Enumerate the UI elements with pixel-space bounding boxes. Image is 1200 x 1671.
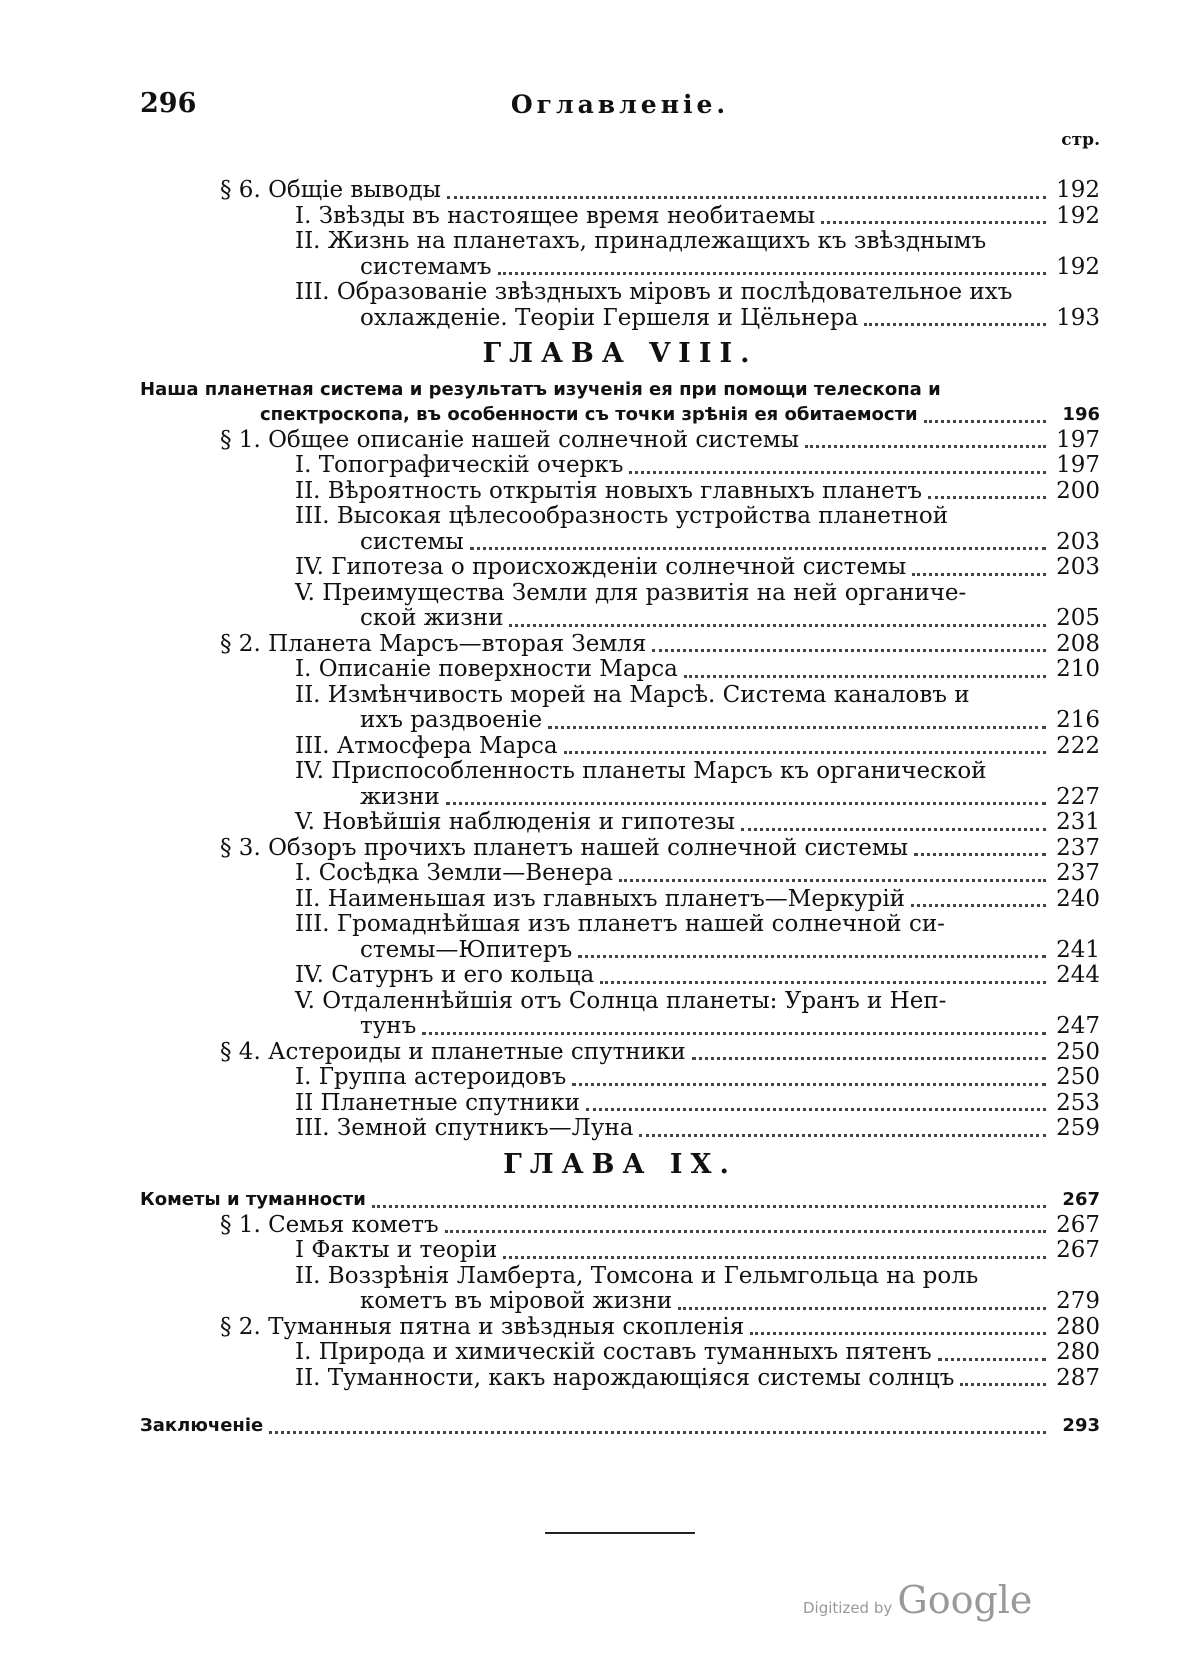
toc-entry-title: Заключеніе [140, 1415, 264, 1436]
toc-entry [140, 1014, 1100, 1040]
toc-page-number: 237 [1056, 860, 1100, 886]
toc-entry [140, 1238, 1100, 1264]
toc-entry-title: § 6. Общіе выводы [220, 177, 441, 203]
toc-entry-title: II Планетные спутники [295, 1089, 580, 1116]
toc-page-number: 208 [1056, 630, 1100, 657]
dot-leader [572, 1082, 1046, 1086]
dot-leader [503, 1255, 1046, 1259]
dot-leader [912, 572, 1046, 576]
toc-entry [140, 306, 1100, 332]
toc-entry [140, 657, 1100, 683]
toc-entry-title: II. Жизнь на планетахъ, принадлежащихъ къ звѣзднымъ [295, 228, 987, 254]
toc-page-number: 203 [1056, 554, 1100, 580]
dot-leader [548, 725, 1046, 729]
chapter-heading: ГЛАВА VIII. [482, 338, 758, 369]
toc-page-number: 193 [1056, 304, 1100, 331]
dot-leader [498, 271, 1046, 275]
dot-leader [578, 954, 1046, 958]
toc-entry-title: I. Описаніе поверхности Марса [295, 656, 678, 682]
dot-leader [564, 750, 1046, 754]
toc-entry-title: II. Наименьшая изъ главныхъ планетъ—Меркурій [295, 885, 906, 912]
dot-leader [750, 1331, 1046, 1335]
toc-entry-title: § 2. Планета Марсъ—вторая Земля [220, 630, 647, 657]
toc-entry-title: IV. Сатурнъ и его кольца [295, 962, 595, 988]
toc-entry-title: III. Атмосфера Марса [295, 732, 558, 759]
toc-entry-title: I. Сосѣдка Земли—Венера [295, 860, 614, 886]
toc-entry [140, 178, 1100, 204]
toc-page-number: 287 [1056, 1364, 1100, 1391]
toc-page-number: 267 [1062, 1189, 1100, 1210]
toc-entry [140, 963, 1100, 989]
running-title: Оглавленіе. [510, 90, 730, 119]
dot-leader [269, 1430, 1046, 1434]
toc-entry-title: Кометы и туманности [140, 1189, 366, 1210]
table-of-contents [140, 178, 1100, 1439]
toc-entry-title: I. Топографическій очеркъ [295, 452, 624, 478]
toc-entry-continuation: кометъ въ міровой жизни [360, 1288, 673, 1314]
toc-page-number: 250 [1056, 1064, 1100, 1090]
page-header [140, 88, 1100, 150]
toc-page-number: 231 [1056, 809, 1100, 835]
toc-entry [140, 555, 1100, 581]
toc-entry [140, 836, 1100, 862]
toc-entry [140, 402, 1100, 428]
toc-page-number: 259 [1056, 1115, 1100, 1141]
toc-page-number: 267 [1056, 1237, 1100, 1263]
dot-leader [741, 827, 1046, 831]
page-number: 296 [140, 88, 197, 119]
toc-entry [140, 428, 1100, 454]
toc-entry-title: III. Высокая цѣлесообразность устройства планетной [295, 503, 949, 529]
dot-leader [911, 903, 1046, 907]
toc-entry-continuation: системамъ [360, 253, 492, 280]
toc-entry [140, 1187, 1100, 1213]
toc-entry-title: I Факты и теоріи [295, 1237, 498, 1263]
toc-entry-title: II. Туманности, какъ нарождающіяся системы солнцъ [295, 1364, 955, 1391]
dot-leader [652, 648, 1046, 652]
toc-page-number: 196 [1062, 404, 1100, 425]
toc-page-number: 241 [1056, 936, 1100, 963]
toc-entry-title: V. Отдаленнѣйшія отъ Солнца планеты: Уранъ и Неп- [295, 987, 947, 1014]
toc-page-number: 253 [1056, 1089, 1100, 1116]
watermark-prefix: Digitized by [803, 1599, 893, 1617]
toc-entry-title: III. Громаднѣйшая изъ планетъ нашей солнечной си- [295, 911, 945, 937]
toc-entry [140, 1289, 1100, 1315]
toc-page-number: 279 [1056, 1288, 1100, 1314]
toc-entry-continuation: жизни [360, 783, 440, 810]
toc-entry-title: IV. Приспособленность планеты Марсъ къ органической [295, 758, 987, 784]
toc-page-number: 222 [1056, 732, 1100, 759]
toc-page-number: 237 [1056, 834, 1100, 861]
toc-entry [140, 861, 1100, 887]
toc-entry [140, 708, 1100, 734]
toc-entry-title: V. Преимущества Земли для развитія на ней органиче- [295, 579, 967, 606]
dot-leader [864, 322, 1046, 326]
toc-entry [140, 1315, 1100, 1341]
spacer [140, 1391, 1100, 1413]
dot-leader [619, 878, 1046, 882]
dot-leader [470, 546, 1046, 550]
dot-leader [422, 1031, 1046, 1035]
toc-entry [140, 938, 1100, 964]
toc-entry [140, 530, 1100, 556]
toc-entry-title: I. Группа астероидовъ [295, 1064, 567, 1090]
toc-entry [140, 1340, 1100, 1366]
toc-page-number: 240 [1056, 885, 1100, 912]
toc-entry-continuation: спектроскопа, въ особенности съ точки зрѣнія ея обитаемости [260, 404, 918, 425]
toc-entry-title: II. Вѣроятность открытія новыхъ главныхъ планетъ [295, 477, 923, 504]
toc-entry-continuation: системы [360, 528, 464, 555]
toc-entry-title: Наша планетная система и результатъ изученія ея при помощи телескопа и [140, 378, 941, 400]
toc-entry-continuation: стемы—Юпитеръ [360, 936, 573, 963]
dot-leader [639, 1133, 1046, 1137]
toc-page-number: 280 [1056, 1313, 1100, 1340]
toc-page-number: 280 [1056, 1339, 1100, 1365]
toc-page-number: 200 [1056, 477, 1100, 504]
toc-entry [140, 632, 1100, 658]
google-logo: Google [897, 1578, 1033, 1622]
toc-entry-continuation: тунъ [360, 1013, 417, 1039]
toc-page-number: 197 [1056, 452, 1100, 478]
toc-entry [140, 1091, 1100, 1117]
toc-entry-continuation: ихъ раздвоеніе [360, 707, 543, 733]
toc-entry-title: § 1. Общее описаніе нашей солнечной системы [220, 426, 799, 453]
dot-leader [586, 1107, 1046, 1111]
toc-entry [140, 1065, 1100, 1091]
toc-entry [140, 785, 1100, 811]
dot-leader [447, 195, 1046, 199]
dot-leader [928, 495, 1046, 499]
toc-entry-title: II. Воззрѣнія Ламберта, Томсона и Гельмгольца на роль [295, 1262, 979, 1289]
toc-entry [140, 606, 1100, 632]
toc-page-number: 192 [1056, 202, 1100, 229]
dot-leader [684, 674, 1046, 678]
dot-leader [805, 444, 1046, 448]
toc-page-number: 216 [1056, 707, 1100, 733]
toc-entry-title: § 4. Астероиды и планетные спутники [220, 1038, 686, 1065]
toc-page-number: 267 [1056, 1211, 1100, 1238]
dot-leader [960, 1382, 1046, 1386]
dot-leader [372, 1204, 1046, 1208]
toc-entry-continuation: ской жизни [360, 605, 504, 631]
toc-entry [140, 1116, 1100, 1142]
toc-entry-title: III. Земной спутникъ—Луна [295, 1115, 634, 1141]
toc-page-number: 192 [1056, 177, 1100, 203]
toc-entry [140, 255, 1100, 281]
toc-entry-title: I. Природа и химическій составъ туманныхъ пятенъ [295, 1339, 932, 1365]
toc-page-number: 244 [1056, 962, 1100, 988]
dot-leader [924, 419, 1046, 423]
toc-page-number: 293 [1062, 1415, 1100, 1436]
toc-entry [140, 734, 1100, 760]
dot-leader [445, 1229, 1046, 1233]
toc-entry [140, 1413, 1100, 1439]
dot-leader [446, 801, 1046, 805]
toc-entry-title: IV. Гипотеза о происхожденіи солнечной системы [295, 554, 907, 580]
toc-entry-title: III. Образованіе звѣздныхъ міровъ и послѣдовательное ихъ [295, 279, 1013, 305]
dot-leader [938, 1357, 1046, 1361]
dot-leader [600, 980, 1046, 984]
toc-entry [140, 453, 1100, 479]
toc-entry-title: II. Измѣнчивость морей на Марсѣ. Система каналовъ и [295, 681, 970, 708]
toc-entry-title: § 3. Обзоръ прочихъ планетъ нашей солнечной системы [220, 834, 909, 861]
chapter-heading: ГЛАВА IX. [503, 1148, 737, 1180]
toc-page-number: 210 [1056, 656, 1100, 682]
toc-entry-continuation: охлажденіе. Теоріи Гершеля и Цёльнера [360, 304, 859, 331]
toc-page-number: 203 [1056, 528, 1100, 555]
toc-entry-title: § 2. Туманныя пятна и звѣздныя скопленія [220, 1313, 745, 1340]
toc-entry [140, 1213, 1100, 1239]
toc-page-number: 205 [1056, 605, 1100, 631]
dot-leader [692, 1056, 1046, 1060]
dot-leader [509, 623, 1046, 627]
toc-page-number: 192 [1056, 253, 1100, 280]
dot-leader [678, 1306, 1046, 1310]
toc-entry-title: I. Звѣзды въ настоящее время необитаемы [295, 202, 816, 229]
digitized-watermark [803, 1578, 1032, 1622]
toc-page-number: 250 [1056, 1038, 1100, 1065]
toc-entry-title: § 1. Семья кометъ [220, 1211, 439, 1238]
dot-leader [914, 852, 1046, 856]
toc-page-number: 197 [1056, 426, 1100, 453]
dot-leader [821, 220, 1046, 224]
toc-entry [140, 810, 1100, 836]
toc-entry-title: V. Новѣйшія наблюденія и гипотезы [295, 809, 736, 835]
toc-page-number: 247 [1056, 1013, 1100, 1039]
toc-entry [140, 479, 1100, 505]
toc-entry [140, 204, 1100, 230]
toc-entry [140, 887, 1100, 913]
toc-entry [140, 1366, 1100, 1392]
page-column-label: стр. [1061, 130, 1100, 150]
toc-entry [140, 1040, 1100, 1066]
dot-leader [629, 470, 1046, 474]
end-rule [545, 1532, 695, 1534]
toc-page-number: 227 [1056, 783, 1100, 810]
